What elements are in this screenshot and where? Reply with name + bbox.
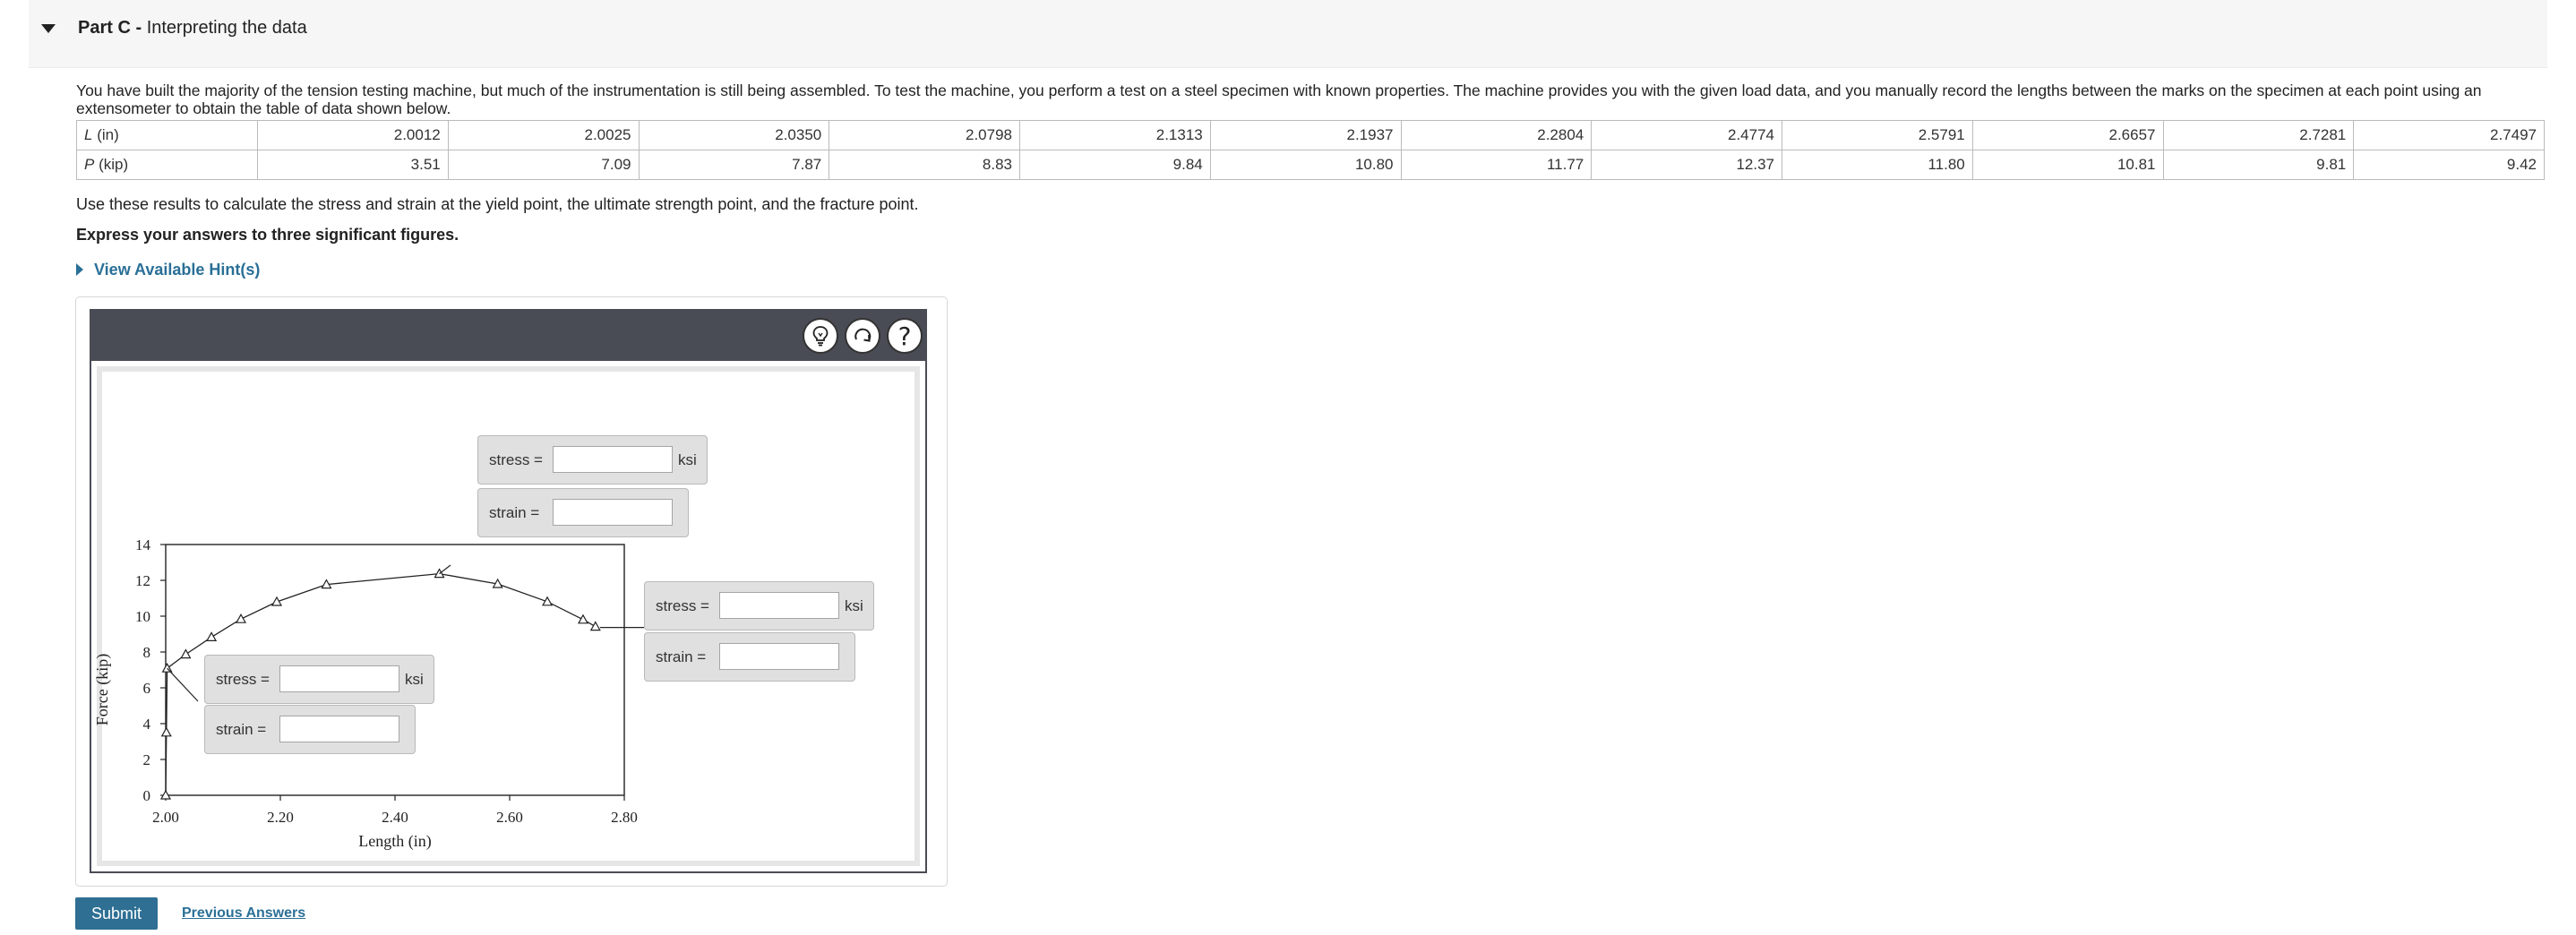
table-cell: 2.7497 [2354, 121, 2545, 150]
x-tick-label: 2.60 [496, 809, 523, 826]
row-header-unit: (in) [92, 126, 119, 143]
y-tick-label: 8 [142, 644, 150, 661]
collapse-caret-icon[interactable] [41, 24, 56, 33]
row-header [77, 121, 258, 150]
x-tick-label: 2.80 [611, 809, 638, 826]
table-cell: 11.80 [1782, 150, 1973, 180]
data-point-marker [181, 650, 190, 658]
table-cell: 2.0025 [448, 121, 639, 150]
problem-intro: You have built the majority of the tension testing machine, but much of the instrumentation is still being assembled. To test the machine, you perform a test on a steel specimen with known properties. The machine provides you with the given load data, and you manually record the lengths between the marks on the specimen at each point using an extensometer to obtain the table of data shown below. [76, 81, 2482, 117]
y-tick-label: 0 [142, 787, 150, 804]
fracture-strain-box [644, 632, 855, 682]
yield-stress-box [204, 655, 434, 704]
previous-answers-link[interactable]: Previous Answers [182, 905, 306, 921]
row-header [77, 150, 258, 180]
fracture-stress-unit: ksi [845, 597, 863, 614]
y-tick-label: 14 [135, 536, 150, 553]
table-cell: 2.6657 [1972, 121, 2163, 150]
table-cell: 2.5791 [1782, 121, 1973, 150]
table-cell: 2.1937 [1210, 121, 1401, 150]
table-cell: 2.0350 [639, 121, 829, 150]
row-header-symbol: L [84, 126, 93, 143]
yield-strain-label: strain = [216, 721, 267, 738]
ultimate-strain-label: strain = [489, 504, 540, 521]
yield-strain-input[interactable] [279, 716, 399, 742]
data-point-marker [163, 664, 172, 672]
fracture-strain-label: strain = [656, 648, 707, 665]
table-cell: 2.0798 [829, 121, 1020, 150]
table-cell: 2.4774 [1592, 121, 1782, 150]
yield-stress-input[interactable] [279, 665, 399, 692]
sig-figs-note: Express your answers to three significant figures. [76, 226, 459, 244]
fracture-stress-input[interactable] [719, 592, 839, 619]
view-hints-link[interactable] [76, 261, 260, 279]
y-tick-label: 10 [135, 608, 150, 625]
data-point-marker [591, 622, 600, 630]
ultimate-strain-input[interactable] [553, 499, 673, 526]
ultimate-stress-box [477, 435, 708, 485]
y-axis-label: Force (kip) [93, 653, 111, 726]
ultimate-stress-unit: ksi [678, 451, 697, 468]
table-cell: 2.1313 [1020, 121, 1211, 150]
part-header[interactable] [29, 0, 2547, 68]
ultimate-stress-label: stress = [489, 451, 543, 468]
part-title-text: Interpreting the data [146, 18, 307, 38]
y-tick-label: 6 [142, 680, 150, 697]
data-point-marker [236, 614, 245, 622]
table-cell: 7.87 [639, 150, 829, 180]
table-cell: 2.2804 [1401, 121, 1592, 150]
table-cell: 2.0012 [258, 121, 449, 150]
ultimate-strain-box [477, 488, 689, 537]
data-point-marker [272, 597, 281, 605]
yield-stress-unit: ksi [405, 671, 424, 688]
instructions-text: Use these results to calculate the stress and strain at the yield point, the ultimate strength point, and the fracture point. [76, 195, 919, 213]
fracture-stress-box [644, 581, 874, 630]
table-row [77, 121, 2545, 150]
table-cell: 8.83 [829, 150, 1020, 180]
yield-leader-line [167, 668, 198, 701]
data-point-marker [207, 632, 216, 640]
row-header-unit: (kip) [94, 156, 129, 173]
y-tick-label: 12 [135, 572, 150, 589]
ultimate-stress-input[interactable] [553, 446, 673, 473]
table-cell: 2.7281 [2163, 121, 2354, 150]
view-hints-label: View Available Hint(s) [94, 261, 261, 279]
table-cell: 10.81 [1972, 150, 2163, 180]
table-row [77, 150, 2545, 180]
table-cell: 12.37 [1592, 150, 1782, 180]
row-header-symbol: P [84, 156, 95, 173]
table-cell: 10.80 [1210, 150, 1401, 180]
yield-strain-box [204, 705, 416, 754]
fracture-strain-input[interactable] [719, 643, 839, 670]
y-tick-label: 4 [142, 716, 150, 733]
y-tick-label: 2 [142, 751, 150, 768]
submit-button[interactable]: Submit [75, 897, 158, 930]
fracture-stress-label: stress = [656, 597, 709, 614]
data-point-marker [579, 615, 588, 623]
part-title [78, 18, 307, 39]
caret-right-icon [76, 263, 83, 276]
table-cell: 9.84 [1020, 150, 1211, 180]
table-cell: 11.77 [1401, 150, 1592, 180]
yield-stress-label: stress = [216, 671, 270, 688]
table-cell: 3.51 [258, 150, 449, 180]
data-point-marker [162, 728, 171, 736]
table-cell: 9.81 [2163, 150, 2354, 180]
ultimate-leader-line [440, 565, 451, 574]
table-cell: 7.09 [448, 150, 639, 180]
part-label: Part C - [78, 18, 142, 38]
data-table [76, 120, 2545, 180]
help-glyph: ? [897, 321, 912, 351]
x-tick-label: 2.20 [267, 809, 294, 826]
x-axis-label: Length (in) [358, 832, 432, 850]
table-cell: 9.42 [2354, 150, 2545, 180]
x-tick-label: 2.00 [152, 809, 179, 826]
data-point-marker [543, 597, 552, 605]
x-tick-label: 2.40 [382, 809, 408, 826]
